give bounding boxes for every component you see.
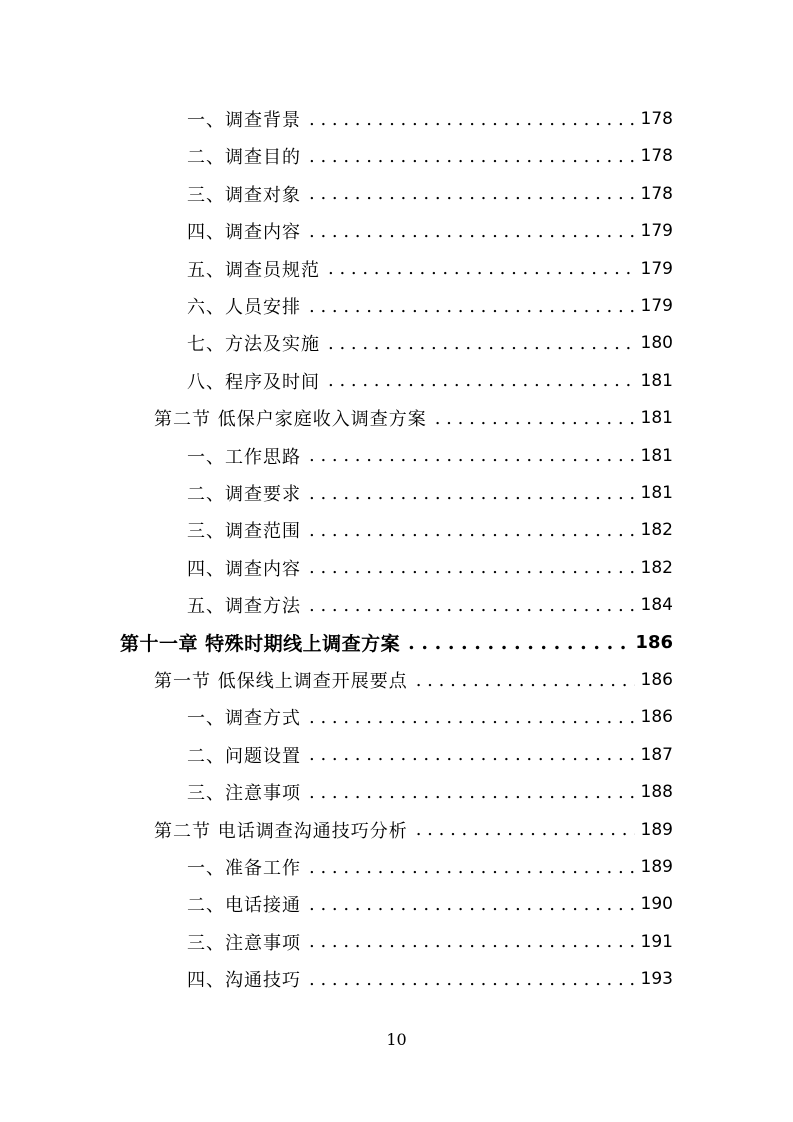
toc-entry-label: 三、调查范围 bbox=[187, 521, 301, 543]
toc-entry-label: 一、准备工作 bbox=[187, 858, 301, 879]
dot-leader bbox=[309, 520, 635, 541]
toc-entry-label: 五、调查方法 bbox=[187, 596, 301, 618]
toc-entry-label: 第一节 低保线上调查开展要点 bbox=[154, 671, 408, 692]
dot-leader bbox=[309, 894, 635, 915]
dot-leader bbox=[309, 183, 635, 204]
toc-entry-label: 一、调查方式 bbox=[187, 708, 301, 730]
dot-leader bbox=[309, 296, 635, 317]
toc-entry-page: 181 bbox=[640, 370, 673, 391]
toc-entry-item[interactable] bbox=[187, 740, 673, 770]
dot-leader bbox=[309, 969, 635, 990]
toc-entry-item[interactable] bbox=[187, 515, 673, 545]
toc-entry-page: 180 bbox=[640, 333, 673, 354]
toc-entry-label: 七、方法及实施 bbox=[187, 334, 320, 356]
toc-entry-page: 178 bbox=[640, 146, 673, 167]
toc-entry-item[interactable] bbox=[187, 553, 673, 583]
toc-entry-item[interactable] bbox=[187, 889, 673, 919]
dot-leader bbox=[309, 445, 635, 466]
toc-entry-page: 191 bbox=[640, 931, 673, 952]
dot-leader bbox=[328, 333, 635, 354]
toc-entry-item[interactable] bbox=[187, 852, 673, 882]
dot-leader bbox=[309, 857, 635, 878]
toc-entry-item[interactable] bbox=[187, 141, 673, 171]
toc-entry-item[interactable] bbox=[187, 216, 673, 246]
toc-entry-page: 186 bbox=[635, 632, 673, 654]
toc-entry-page: 186 bbox=[640, 707, 673, 728]
toc-entry-label: 二、电话接通 bbox=[187, 895, 301, 917]
toc-entry-label: 一、工作思路 bbox=[187, 446, 301, 468]
toc-entry-item[interactable] bbox=[187, 590, 673, 620]
toc-entry-page: 190 bbox=[640, 894, 673, 915]
toc-entry-page: 187 bbox=[640, 744, 673, 765]
dot-leader bbox=[309, 707, 635, 728]
dot-leader bbox=[416, 819, 635, 840]
toc-entry-item[interactable] bbox=[187, 366, 673, 396]
toc-entry-label: 二、问题设置 bbox=[187, 745, 301, 767]
toc-entry-page: 184 bbox=[640, 595, 673, 616]
toc-entry-label: 五、调查员规范 bbox=[187, 259, 320, 281]
toc-entry-section[interactable] bbox=[154, 815, 673, 845]
toc-entry-label: 八、程序及时间 bbox=[187, 371, 320, 393]
toc-entry-page: 186 bbox=[640, 670, 673, 690]
toc-entry-label: 第二节 低保户家庭收入调查方案 bbox=[154, 409, 427, 431]
toc-entry-page: 179 bbox=[640, 221, 673, 242]
toc-entry-section[interactable] bbox=[154, 403, 673, 433]
toc-entry-label: 第二节 电话调查沟通技巧分析 bbox=[154, 820, 408, 842]
toc-entry-label: 第十一章 特殊时期线上调查方案 bbox=[120, 633, 401, 656]
dot-leader bbox=[328, 258, 635, 279]
toc-entry-page: 188 bbox=[640, 782, 673, 803]
toc-entry-label: 一、调查背景 bbox=[187, 110, 301, 131]
toc-entry-label: 四、沟通技巧 bbox=[187, 970, 301, 992]
toc-entry-item[interactable] bbox=[187, 777, 673, 807]
toc-entry-item[interactable] bbox=[187, 291, 673, 321]
toc-entry-page: 182 bbox=[640, 520, 673, 541]
toc-entry-item[interactable] bbox=[187, 964, 673, 994]
dot-leader bbox=[416, 670, 635, 691]
toc-entry-item[interactable] bbox=[187, 702, 673, 732]
toc-entry-item[interactable] bbox=[187, 478, 673, 508]
dot-leader bbox=[309, 221, 635, 242]
toc-entry-item[interactable] bbox=[187, 179, 673, 209]
dot-leader bbox=[309, 109, 635, 130]
toc-entry-page: 178 bbox=[640, 109, 673, 129]
dot-leader bbox=[309, 744, 635, 765]
toc-entry-item[interactable] bbox=[187, 927, 673, 957]
toc-entry-label: 三、调查对象 bbox=[187, 184, 301, 206]
toc-entry-page: 181 bbox=[640, 445, 673, 466]
toc-entry-section[interactable] bbox=[154, 665, 673, 695]
dot-leader bbox=[309, 595, 635, 616]
dot-leader bbox=[328, 370, 635, 391]
page-number: 10 bbox=[386, 1030, 407, 1049]
toc-entry-chapter[interactable] bbox=[120, 628, 673, 658]
toc-entry-page: 182 bbox=[640, 557, 673, 578]
toc-entry-item[interactable] bbox=[187, 104, 673, 134]
toc-entry-label: 四、调查内容 bbox=[187, 558, 301, 580]
dot-leader bbox=[309, 483, 635, 504]
dot-leader bbox=[408, 632, 629, 654]
dot-leader bbox=[435, 408, 635, 429]
toc-entry-item[interactable] bbox=[187, 254, 673, 284]
dot-leader bbox=[309, 931, 635, 952]
toc-entry-page: 178 bbox=[640, 183, 673, 204]
toc-entry-page: 181 bbox=[640, 483, 673, 503]
toc-entry-label: 二、调查目的 bbox=[187, 147, 301, 169]
toc-entry-label: 二、调查要求 bbox=[187, 484, 301, 505]
toc-entry-page: 193 bbox=[640, 969, 673, 990]
toc-entry-item[interactable] bbox=[187, 441, 673, 471]
toc-entry-label: 六、人员安排 bbox=[187, 297, 301, 318]
toc-entry-page: 179 bbox=[640, 258, 673, 279]
dot-leader bbox=[309, 557, 635, 578]
toc-entry-label: 三、注意事项 bbox=[187, 932, 301, 954]
toc-entry-page: 189 bbox=[640, 857, 673, 877]
dot-leader bbox=[309, 782, 635, 803]
toc-entry-item[interactable] bbox=[187, 328, 673, 358]
dot-leader bbox=[309, 146, 635, 167]
toc-entry-page: 181 bbox=[640, 408, 673, 429]
toc-entry-page: 179 bbox=[640, 296, 673, 316]
toc-entry-label: 三、注意事项 bbox=[187, 783, 301, 805]
toc-entry-page: 189 bbox=[640, 819, 673, 840]
toc-entry-label: 四、调查内容 bbox=[187, 222, 301, 244]
